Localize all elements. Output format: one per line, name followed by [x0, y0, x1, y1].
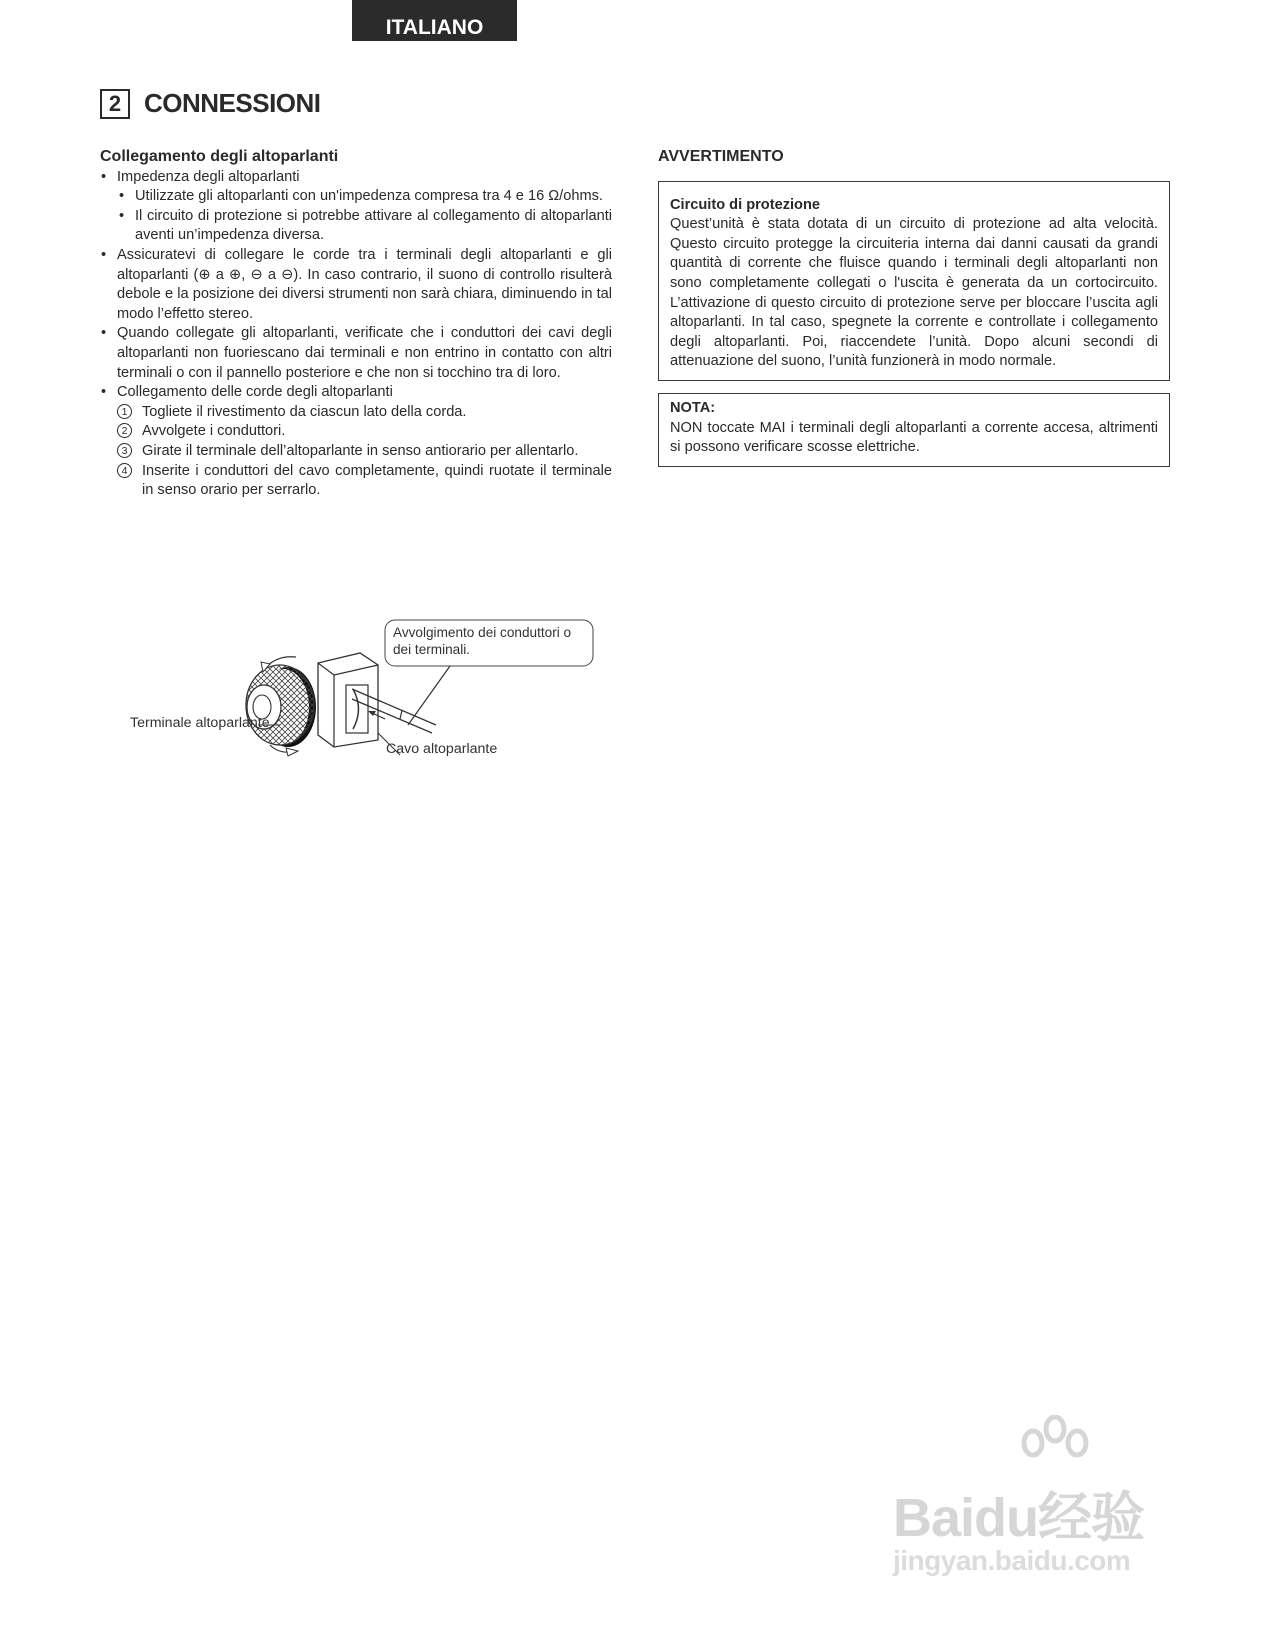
- step-number: 4: [117, 463, 132, 478]
- watermark-sub: jingyan.baidu.com: [893, 1545, 1131, 1576]
- speaker-terminal-figure: [120, 615, 620, 815]
- watermark-main: Baidu经验: [893, 1488, 1145, 1548]
- step-text: Avvolgete i conduttori.: [142, 423, 286, 440]
- step-text: Girate il terminale dell’altoparlante in senso antiorario per allentarlo.: [142, 442, 579, 459]
- step-text: Inserite i conduttori del cavo completamente, quindi ruotate il terminale in senso orario per serrarlo.: [142, 462, 612, 499]
- step-item: [100, 442, 612, 462]
- step-item: [100, 462, 612, 501]
- bullet-impedance: • Impedenza degli altoparlanti: [100, 168, 612, 188]
- sub-bullet-impedance-range: • Utilizzate gli altoparlanti con un'impedenza compresa tra 4 e 16 Ω/ohms.: [100, 187, 612, 207]
- note-title: NOTA:: [670, 399, 716, 416]
- right-column: [658, 147, 1170, 467]
- step-item: [100, 422, 612, 442]
- section-number: 2: [100, 89, 130, 119]
- protection-circuit-text: Quest’unità è stata dotata di un circuito di protezione ad alta velocità. Questo circuito protegge la circuiteria interna dai danni causati da grandi quantità di corrente che fluisce quando i terminali degli altoparlanti non sono completamente collegati o l'uscita è generata da un cortocircuito. L’attivazione di questo circuito di protezione serve per bloccare l’uscita agli altoparlanti. In tal caso, spegnete la corrente e controllate i collegamento degli altoparlanti. Poi, riaccendete l’unità. Dopo alcuni secondi di attenuazione del suono, l’unità funzionerà in modo normale.: [670, 216, 1158, 370]
- warning-heading: AVVERTIMENTO: [658, 148, 784, 165]
- watermark: [893, 1415, 1193, 1575]
- step-number: 3: [117, 443, 132, 458]
- left-column: [100, 147, 612, 501]
- section-title: [100, 88, 321, 119]
- step-number: 1: [117, 404, 132, 419]
- step-number: 2: [117, 423, 132, 438]
- terminal-label: Terminale altoparlante: [130, 715, 270, 731]
- language-tab: ITALIANO: [352, 0, 517, 41]
- note-text: NON toccate MAI i terminali degli altoparlanti a corrente accesa, altrimenti si possono verificare scosse elettriche.: [670, 419, 1158, 456]
- step-text: Togliete il rivestimento da ciascun lato della corda.: [142, 403, 467, 420]
- protection-circuit-box: [658, 181, 1170, 381]
- section-name: CONNESSIONI: [144, 88, 321, 118]
- speaker-connection-heading: Collegamento degli altoparlanti: [100, 148, 339, 165]
- bullet-conductors: • Quando collegate gli altoparlanti, verificate che i conduttori dei cavi degli altoparlanti non fuoriescano dai terminali e non entrino in contatto con altri terminali o con il pannello posteriore e che non si tocchino tra di loro.: [100, 324, 612, 383]
- bullet-cord-connection: • Collegamento delle corde degli altoparlanti: [100, 383, 612, 403]
- sub-bullet-protection: • Il circuito di protezione si potrebbe attivare al collegamento di altoparlanti aventi un’impedenza diversa.: [100, 207, 612, 246]
- protection-circuit-title: Circuito di protezione: [670, 196, 820, 213]
- bullet-polarity: • Assicuratevi di collegare le corde tra i terminali degli altoparlanti e gli altoparlanti (⊕ a ⊕, ⊖ a ⊖). In caso contrario, il suono di controllo risulterà debole e la posizione dei diversi strumenti non sarà chiara, diminuendo in tal modo l’effetto stereo.: [100, 246, 612, 324]
- cable-label: Cavo altoparlante: [386, 741, 498, 757]
- note-box: [658, 393, 1170, 467]
- step-item: [100, 403, 612, 423]
- callout-text: Avvolgimento dei conduttori o dei terminali.: [393, 625, 572, 657]
